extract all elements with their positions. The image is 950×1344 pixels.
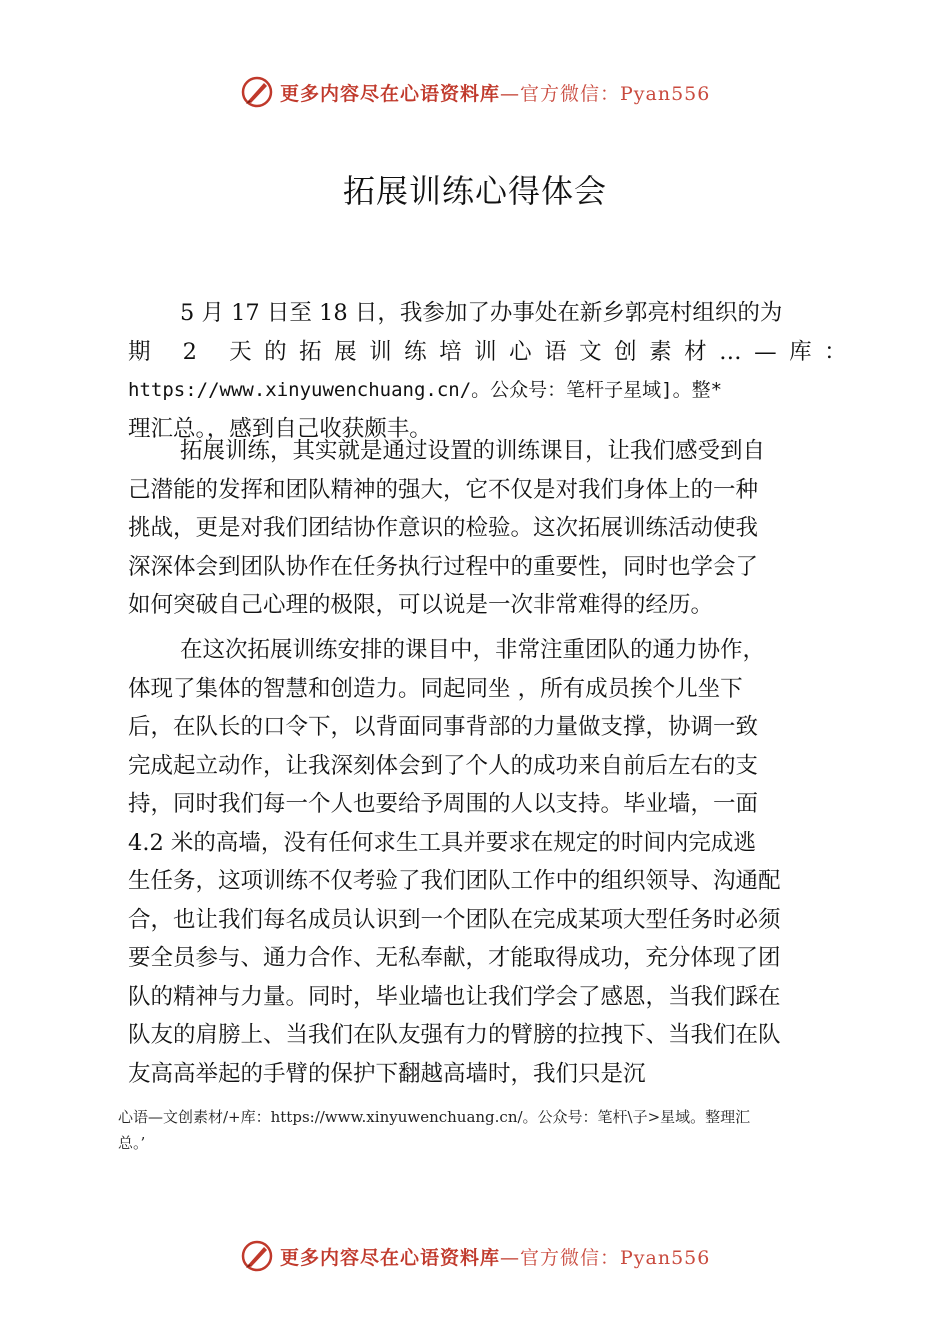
banner-main-text: 更多内容尽在心语资料库 — [280, 82, 501, 105]
paragraph-line: 在这次拓展训练安排的课目中，非常注重团队的通力协作， — [180, 637, 766, 663]
footer-note — [118, 1104, 838, 1156]
footer-note-line: 总。’ — [118, 1134, 146, 1152]
pen-logo-icon — [240, 1239, 274, 1273]
banner-wechat-text: 官方微信：Pyan556 — [520, 82, 711, 105]
paragraph-line: https://www.xinyuwenchuang.cn/。公众号：笔杆子星域]。整* — [128, 379, 723, 401]
paragraph-line: 友高高举起的手臂的保护下翻越高墙时，我们只是沉 — [128, 1060, 646, 1087]
paragraph-line: 理汇总。，感到自己收获颇丰。 — [128, 415, 432, 442]
paragraph-line: 持，同时我们每一个人也要给予周围的人以支持。毕业墙，一面 — [128, 791, 759, 817]
paragraph-line: 合，也让我们每名成员认识到一个团队在完成某项大型任务时必须 — [128, 906, 781, 933]
paragraph-2 — [128, 432, 838, 625]
paragraph-line: 队的精神与力量。同时，毕业墙也让我们学会了感恩，当我们踩在 — [128, 983, 781, 1010]
paragraph-line: 5 月 17 日至 18 日，我参加了办事处在新乡郭亮村组织的为 — [180, 300, 783, 326]
paragraph-line: 深深体会到团队协作在任务执行过程中的重要性，同时也学会了 — [128, 553, 759, 580]
document-title: 拓展训练心得体会 — [342, 172, 607, 210]
paragraph-line: 队友的肩膀上、当我们在队友强有力的臂膀的拉拽下、当我们在队 — [128, 1022, 781, 1048]
paragraph-line: 后，在队长的口令下，以背面同事背部的力量做支撑，协调一致 — [128, 714, 759, 740]
footer-banner — [240, 1236, 760, 1276]
banner-wechat-text: 官方微信：Pyan556 — [520, 1246, 711, 1269]
paragraph-line: 挑战，更是对我们团结协作意识的检验。这次拓展训练活动使我 — [128, 515, 759, 541]
paragraph-line: 要全员参与、通力合作、无私奉献，才能取得成功，充分体现了团 — [128, 945, 781, 971]
paragraph-1 — [128, 294, 860, 448]
paragraph-line: 4.2 米的高墙，没有任何求生工具并要求在规定的时间内完成逃 — [128, 829, 756, 856]
paragraph-line: 完成起立动作，让我深刻体会到了个人的成功来自前后左右的支 — [128, 752, 759, 779]
header-banner — [240, 72, 760, 112]
paragraph-line: 拓展训练，其实就是通过设置的训练课目，让我们感受到自 — [180, 438, 766, 464]
paragraph-line: 己潜能的发挥和团队精神的强大，它不仅是对我们身体上的一种 — [128, 476, 759, 503]
footer-note-line: 心语—文创素材/+库：https://www.xinyuwenchuang.cn/。公众号：笔杆\子>星域。整理汇 — [118, 1108, 751, 1126]
paragraph-line: 期 2 天的拓展训练培训心语文创素材…—库： — [128, 338, 860, 365]
paragraph-line: 如何突破自己心理的极限，可以说是一次非常难得的经历。 — [128, 592, 714, 618]
banner-dash: — — [500, 82, 521, 105]
paragraph-line: 生任务，这项训练不仅考验了我们团队工作中的组织领导、沟通配 — [128, 868, 781, 894]
paragraph-line: 体现了集体的智慧和创造力。同起同坐 ，所有成员挨个儿坐下 — [128, 675, 743, 702]
banner-dash: — — [500, 1246, 521, 1269]
pen-logo-icon — [240, 75, 274, 109]
banner-main-text: 更多内容尽在心语资料库 — [280, 1246, 501, 1269]
paragraph-3 — [128, 631, 838, 1093]
